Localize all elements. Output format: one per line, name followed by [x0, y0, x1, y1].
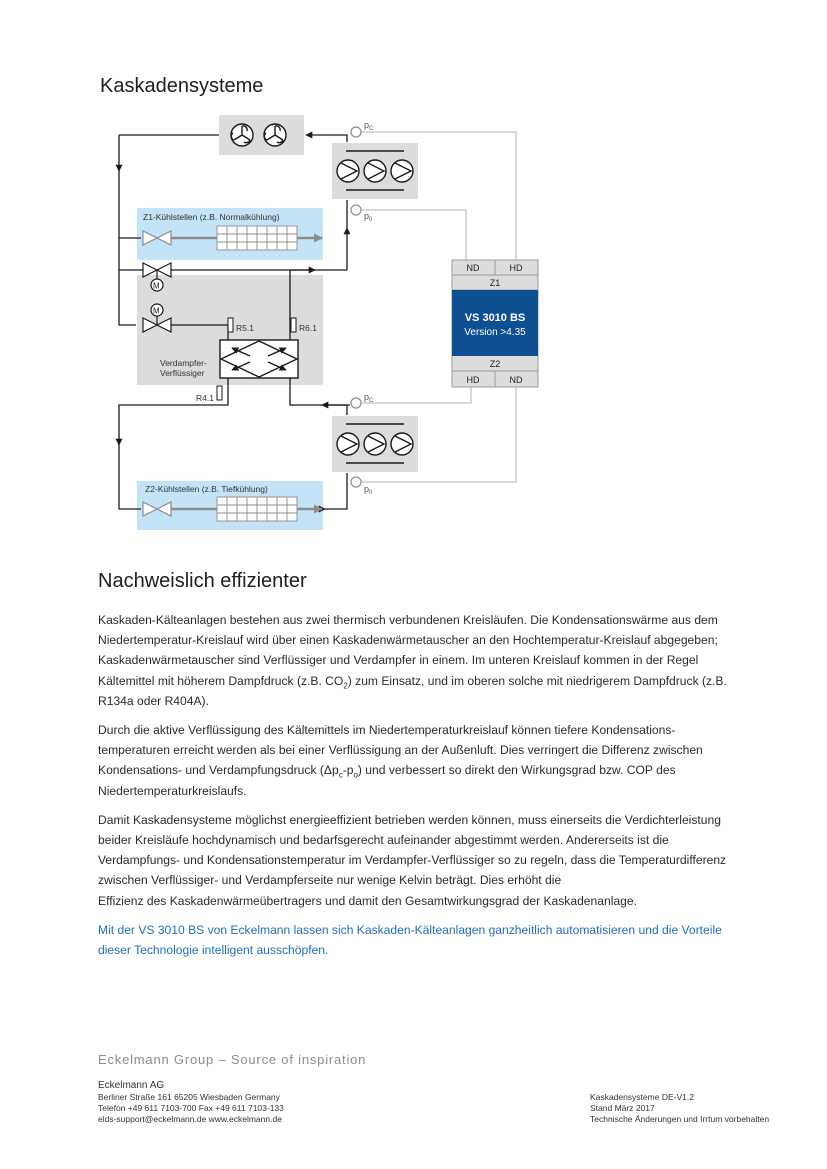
- controller-version: Version >4.35: [464, 327, 526, 338]
- exchanger-label: Verdampfer-Verflüssiger: [160, 358, 207, 378]
- section-title: Nachweislich effizienter: [98, 570, 307, 592]
- controller-bottom-right: ND: [509, 375, 523, 385]
- pressure-sensor-p0-top: [351, 205, 361, 215]
- label-r41: R4.1: [196, 393, 214, 403]
- pressure-sensor-pc-top: [351, 127, 361, 137]
- footer-email-web: elds-support@eckelmann.de www.eckelmann.de: [98, 1114, 282, 1125]
- footer-company: Eckelmann AG: [98, 1080, 165, 1091]
- label-r61: R6.1: [299, 323, 317, 333]
- page-title: Kaskadensysteme: [100, 75, 264, 97]
- label-r51: R5.1: [236, 323, 254, 333]
- footer-contact: [98, 1080, 284, 1126]
- z2-area-label: Z2-Kühlstellen (z.B. Tiefkühlung): [145, 484, 268, 494]
- label-p0-bottom: $p_0$: [364, 484, 373, 496]
- paragraph-1: Kaskaden-Kälteanlagen bestehen aus zwei thermisch verbundenen Kreisläufen. Die Kondensationswärme aus dem Niedertemperatur-Kreislauf wird über einen Kaskadenwärmetauscher an den Hochtemperatur-Kreislauf abgegeben; Kaskadenwärmetauscher sind Verflüssiger und Verdampfer in einem. Im unteren Kreislauf kommen in der Regel Kältemittel mit höherem Dampfdruck (z.B. $CO_2$) zum Einsatz, und im oberen solche mit niedrigerem Dampfdruck (z.B. R134a oder R404A).: [98, 613, 727, 708]
- controller-top-right: HD: [509, 263, 523, 273]
- motor-label-bottom: M: [153, 306, 160, 316]
- footer-address: Berliner Straße 161 65205 Wiesbaden Germany: [98, 1092, 280, 1102]
- footer-disclaimer: Technische Änderungen und Irrtum vorbehalten: [590, 1114, 770, 1125]
- temp-sensor-r41: [217, 386, 222, 400]
- footer-doc-info: [590, 1092, 769, 1126]
- paragraph-highlight: Mit der VS 3010 BS von Eckelmann lassen sich Kaskaden-Kälteanlagen ganzheitlich automatisieren und die Vorteile dieser Technologie intelligent ausschöpfen.: [98, 922, 722, 958]
- temp-sensor-r61: [291, 318, 296, 332]
- pressure-sensor-p0-bottom: [351, 477, 361, 487]
- label-p0-top: $p_0$: [364, 211, 373, 223]
- controller-top-left: ND: [466, 263, 480, 273]
- controller-bottom-left: HD: [466, 375, 480, 385]
- evaporator-grid-z1: [217, 226, 297, 250]
- cascade-system-diagram: [100, 105, 550, 530]
- temp-sensor-r51: [228, 318, 233, 332]
- controller-name: VS 3010 BS: [464, 312, 526, 324]
- label-pc-top: $p_C$: [364, 120, 374, 132]
- label-pc-bottom: $p_C$: [364, 392, 374, 404]
- controller-zone-top: Z1: [489, 278, 501, 288]
- pressure-sensor-pc-bottom: [351, 398, 361, 408]
- evaporator-grid-z2: [217, 497, 297, 521]
- paragraph-2: Durch die aktive Verflüssigung des Kältemittels im Niedertemperaturkreislauf können tiefere Kondensations- temperaturen erreicht werden als bei einer Verflüssigung an der Außenluft. Dies verringert die Differenz zwischen Kondensations- und Verdampfungsdruck $(\Delta p_c-p_o)$ und verbessert so direkt den Wirkungsgrad bzw. COP des Niedertemperaturkreislaufs.: [98, 723, 703, 798]
- heat-exchanger: [220, 340, 298, 378]
- footer-phone: Telefon +49 611 7103-700 Fax +49 611 7103-133: [98, 1103, 284, 1114]
- fan-icon: [264, 124, 286, 146]
- fan-icon: [231, 124, 253, 146]
- body-text: [98, 610, 763, 969]
- z1-area-label: Z1-Kühlstellen (z.B. Normalkühlung): [143, 212, 280, 222]
- paragraph-3: Damit Kaskadensysteme möglichst energieeffizient betrieben werden können, muss einerseits die Verdichterleistung beider Kreisläufe hochdynamisch und bedarfsgerecht aufeinander abgestimmt werden. Andererseits ist die Verdampfungs- und Kondensationstemperatur im Verdampfer-Verflüssiger so zu regeln, dass die Temperaturdifferenz zwischen Verflüssiger- und Verdampferseite nur wenige Kelvin beträgt. Dies erhöht die Effizienz des Kaskadenwärmeübertragers und damit den Gesamtwirkungsgrad der Kaskadenanlage.: [98, 812, 727, 908]
- motor-label-top: M: [153, 281, 160, 291]
- footer-doc-id: Kaskadensysteme DE-V1.2: [590, 1092, 694, 1102]
- footer-tagline: Eckelmann Group – Source of inspiration: [98, 1052, 367, 1067]
- controller-zone-bottom: Z2: [489, 359, 501, 369]
- footer-date: Stand März 2017: [590, 1103, 655, 1114]
